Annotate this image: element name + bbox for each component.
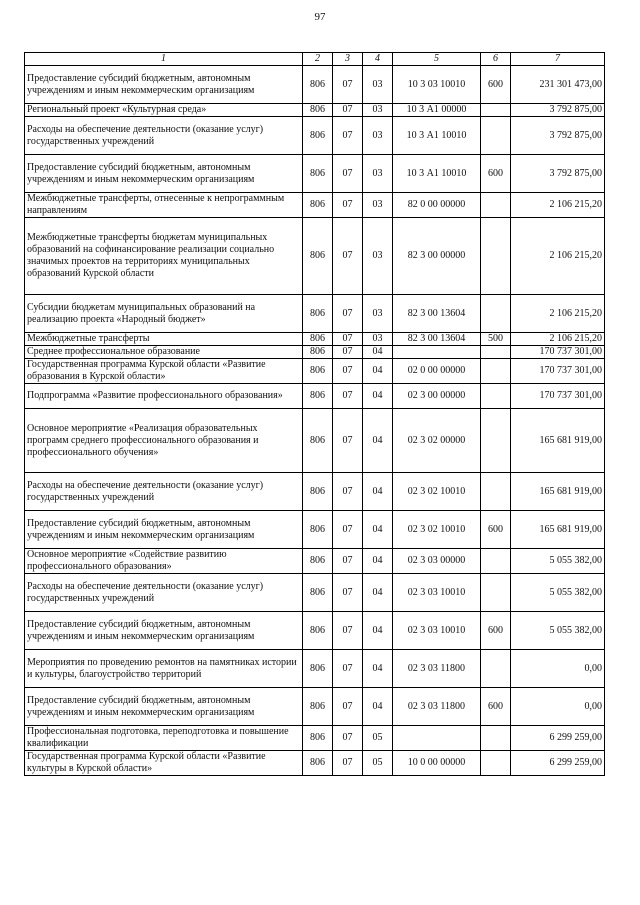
- row-name: Предоставление субсидий бюджетным, автономным учреждениям и иным некоммерческим организациям: [25, 155, 303, 193]
- row-expense-type: [481, 409, 511, 473]
- row-target-article: 02 3 00 00000: [393, 384, 481, 409]
- row-target-article: 82 3 00 00000: [393, 218, 481, 295]
- row-name: Субсидии бюджетам муниципальных образований на реализацию проекта «Народный бюджет»: [25, 295, 303, 333]
- row-subsection-code: 04: [363, 511, 393, 549]
- row-subsection-code: 03: [363, 295, 393, 333]
- row-subsection-code: 04: [363, 574, 393, 612]
- row-section-code: 07: [333, 66, 363, 104]
- table-row: [25, 726, 605, 751]
- row-subsection-code: 03: [363, 218, 393, 295]
- row-section-code: 07: [333, 473, 363, 511]
- table-row: [25, 473, 605, 511]
- table-row: [25, 193, 605, 218]
- row-section-code: 07: [333, 574, 363, 612]
- row-name: Предоставление субсидий бюджетным, автономным учреждениям и иным некоммерческим организациям: [25, 511, 303, 549]
- row-amount: 3 792 875,00: [511, 155, 605, 193]
- row-section-code: 07: [333, 193, 363, 218]
- row-target-article: [393, 346, 481, 359]
- row-section-code: 07: [333, 359, 363, 384]
- row-admin-code: 806: [303, 574, 333, 612]
- row-target-article: 02 3 03 11800: [393, 650, 481, 688]
- table-row: [25, 104, 605, 117]
- row-amount: 165 681 919,00: [511, 473, 605, 511]
- row-expense-type: [481, 473, 511, 511]
- budget-table: [24, 52, 605, 776]
- row-name: Среднее профессиональное образование: [25, 346, 303, 359]
- row-amount: 3 792 875,00: [511, 104, 605, 117]
- table-row: [25, 409, 605, 473]
- row-name: Предоставление субсидий бюджетным, автономным учреждениям и иным некоммерческим организациям: [25, 688, 303, 726]
- row-amount: 5 055 382,00: [511, 612, 605, 650]
- row-admin-code: 806: [303, 104, 333, 117]
- column-header: 2: [303, 53, 333, 66]
- row-admin-code: 806: [303, 688, 333, 726]
- table-row: [25, 359, 605, 384]
- row-subsection-code: 04: [363, 359, 393, 384]
- row-expense-type: [481, 549, 511, 574]
- row-admin-code: 806: [303, 333, 333, 346]
- row-name: Расходы на обеспечение деятельности (оказание услуг) государственных учреждений: [25, 473, 303, 511]
- row-subsection-code: 03: [363, 66, 393, 104]
- row-name: Профессиональная подготовка, переподготовка и повышение квалификации: [25, 726, 303, 751]
- row-name: Основное мероприятие «Реализация образовательных программ среднего профессионального образования и профессионального обучения»: [25, 409, 303, 473]
- row-expense-type: [481, 295, 511, 333]
- row-section-code: 07: [333, 218, 363, 295]
- row-admin-code: 806: [303, 473, 333, 511]
- page-number: 97: [314, 11, 326, 23]
- row-amount: 170 737 301,00: [511, 359, 605, 384]
- table-row: [25, 574, 605, 612]
- row-amount: 0,00: [511, 650, 605, 688]
- row-section-code: 07: [333, 612, 363, 650]
- row-section-code: 07: [333, 384, 363, 409]
- row-subsection-code: 05: [363, 751, 393, 776]
- table-row: [25, 549, 605, 574]
- row-amount: 2 106 215,20: [511, 193, 605, 218]
- row-section-code: 07: [333, 104, 363, 117]
- row-amount: 165 681 919,00: [511, 511, 605, 549]
- row-amount: 2 106 215,20: [511, 218, 605, 295]
- row-name: Предоставление субсидий бюджетным, автономным учреждениям и иным некоммерческим организациям: [25, 66, 303, 104]
- table-row: [25, 346, 605, 359]
- table-row: [25, 333, 605, 346]
- row-name: Региональный проект «Культурная среда»: [25, 104, 303, 117]
- row-amount: 5 055 382,00: [511, 549, 605, 574]
- row-name: Государственная программа Курской области «Развитие культуры в Курской области»: [25, 751, 303, 776]
- row-expense-type: [481, 574, 511, 612]
- row-expense-type: [481, 218, 511, 295]
- row-subsection-code: 03: [363, 104, 393, 117]
- row-target-article: [393, 726, 481, 751]
- table-row: [25, 155, 605, 193]
- row-target-article: 82 3 00 13604: [393, 295, 481, 333]
- row-admin-code: 806: [303, 384, 333, 409]
- table-row: [25, 295, 605, 333]
- row-amount: 170 737 301,00: [511, 384, 605, 409]
- row-target-article: 02 3 02 10010: [393, 511, 481, 549]
- row-subsection-code: 04: [363, 409, 393, 473]
- row-amount: 2 106 215,20: [511, 295, 605, 333]
- table-row: [25, 688, 605, 726]
- row-subsection-code: 04: [363, 650, 393, 688]
- row-target-article: 10 3 А1 10010: [393, 155, 481, 193]
- row-amount: 6 299 259,00: [511, 751, 605, 776]
- row-section-code: 07: [333, 155, 363, 193]
- row-target-article: 82 0 00 00000: [393, 193, 481, 218]
- row-expense-type: [481, 650, 511, 688]
- row-subsection-code: 04: [363, 612, 393, 650]
- row-admin-code: 806: [303, 218, 333, 295]
- row-admin-code: 806: [303, 549, 333, 574]
- row-target-article: 02 3 02 00000: [393, 409, 481, 473]
- row-subsection-code: 04: [363, 688, 393, 726]
- row-expense-type: 600: [481, 155, 511, 193]
- row-admin-code: 806: [303, 193, 333, 218]
- row-target-article: 02 3 03 11800: [393, 688, 481, 726]
- row-subsection-code: 04: [363, 549, 393, 574]
- row-name: Основное мероприятие «Содействие развитию профессионального образования»: [25, 549, 303, 574]
- row-name: Межбюджетные трансферты бюджетам муниципальных образований на софинансирование реализации социально значимых проектов на территориях муниципальных образований Курской области: [25, 218, 303, 295]
- row-admin-code: 806: [303, 751, 333, 776]
- table-row: [25, 384, 605, 409]
- row-amount: 0,00: [511, 688, 605, 726]
- row-amount: 5 055 382,00: [511, 574, 605, 612]
- row-amount: 170 737 301,00: [511, 346, 605, 359]
- row-target-article: 10 0 00 00000: [393, 751, 481, 776]
- row-target-article: 02 3 03 10010: [393, 612, 481, 650]
- row-amount: 2 106 215,20: [511, 333, 605, 346]
- row-admin-code: 806: [303, 359, 333, 384]
- table-row: [25, 511, 605, 549]
- table-row: [25, 66, 605, 104]
- table-row: [25, 751, 605, 776]
- row-admin-code: 806: [303, 409, 333, 473]
- row-section-code: 07: [333, 650, 363, 688]
- row-expense-type: [481, 384, 511, 409]
- row-target-article: 02 3 03 10010: [393, 574, 481, 612]
- column-header: 5: [393, 53, 481, 66]
- row-expense-type: 600: [481, 612, 511, 650]
- row-name: Государственная программа Курской области «Развитие образования в Курской области»: [25, 359, 303, 384]
- row-subsection-code: 03: [363, 333, 393, 346]
- row-section-code: 07: [333, 726, 363, 751]
- table-row: [25, 218, 605, 295]
- row-name: Межбюджетные трансферты: [25, 333, 303, 346]
- row-amount: 3 792 875,00: [511, 117, 605, 155]
- row-section-code: 07: [333, 549, 363, 574]
- table-row: [25, 612, 605, 650]
- row-name: Межбюджетные трансферты, отнесенные к непрограммным направлениям: [25, 193, 303, 218]
- row-section-code: 07: [333, 688, 363, 726]
- table-header-row: [25, 53, 605, 66]
- row-admin-code: 806: [303, 66, 333, 104]
- row-subsection-code: 03: [363, 155, 393, 193]
- row-name: Мероприятия по проведению ремонтов на памятниках истории и культуры, благоустройство территорий: [25, 650, 303, 688]
- row-section-code: 07: [333, 751, 363, 776]
- row-name: Расходы на обеспечение деятельности (оказание услуг) государственных учреждений: [25, 574, 303, 612]
- table-row: [25, 117, 605, 155]
- row-target-article: 02 0 00 00000: [393, 359, 481, 384]
- row-expense-type: [481, 117, 511, 155]
- row-expense-type: 600: [481, 66, 511, 104]
- table-row: [25, 650, 605, 688]
- row-admin-code: 806: [303, 726, 333, 751]
- row-target-article: 10 3 03 10010: [393, 66, 481, 104]
- row-amount: 6 299 259,00: [511, 726, 605, 751]
- row-subsection-code: 04: [363, 473, 393, 511]
- row-subsection-code: 03: [363, 117, 393, 155]
- row-section-code: 07: [333, 346, 363, 359]
- row-admin-code: 806: [303, 155, 333, 193]
- row-expense-type: [481, 104, 511, 117]
- row-section-code: 07: [333, 295, 363, 333]
- row-section-code: 07: [333, 117, 363, 155]
- row-expense-type: 600: [481, 511, 511, 549]
- row-subsection-code: 05: [363, 726, 393, 751]
- row-section-code: 07: [333, 511, 363, 549]
- row-admin-code: 806: [303, 650, 333, 688]
- column-header: 1: [25, 53, 303, 66]
- row-admin-code: 806: [303, 612, 333, 650]
- column-header: 4: [363, 53, 393, 66]
- row-admin-code: 806: [303, 511, 333, 549]
- row-expense-type: [481, 751, 511, 776]
- row-admin-code: 806: [303, 346, 333, 359]
- row-target-article: 10 3 А1 10010: [393, 117, 481, 155]
- row-subsection-code: 04: [363, 346, 393, 359]
- table-body: [25, 66, 605, 776]
- row-admin-code: 806: [303, 117, 333, 155]
- column-header: 3: [333, 53, 363, 66]
- row-name: Расходы на обеспечение деятельности (оказание услуг) государственных учреждений: [25, 117, 303, 155]
- row-amount: 165 681 919,00: [511, 409, 605, 473]
- row-amount: 231 301 473,00: [511, 66, 605, 104]
- row-target-article: 02 3 02 10010: [393, 473, 481, 511]
- row-target-article: 10 3 А1 00000: [393, 104, 481, 117]
- row-name: Подпрограмма «Развитие профессионального образования»: [25, 384, 303, 409]
- row-expense-type: [481, 726, 511, 751]
- row-expense-type: [481, 346, 511, 359]
- row-admin-code: 806: [303, 295, 333, 333]
- row-expense-type: 600: [481, 688, 511, 726]
- row-subsection-code: 03: [363, 193, 393, 218]
- row-expense-type: [481, 359, 511, 384]
- row-section-code: 07: [333, 333, 363, 346]
- row-name: Предоставление субсидий бюджетным, автономным учреждениям и иным некоммерческим организациям: [25, 612, 303, 650]
- column-header: 7: [511, 53, 605, 66]
- row-section-code: 07: [333, 409, 363, 473]
- row-expense-type: [481, 193, 511, 218]
- row-target-article: 02 3 03 00000: [393, 549, 481, 574]
- row-subsection-code: 04: [363, 384, 393, 409]
- row-expense-type: 500: [481, 333, 511, 346]
- column-header: 6: [481, 53, 511, 66]
- row-target-article: 82 3 00 13604: [393, 333, 481, 346]
